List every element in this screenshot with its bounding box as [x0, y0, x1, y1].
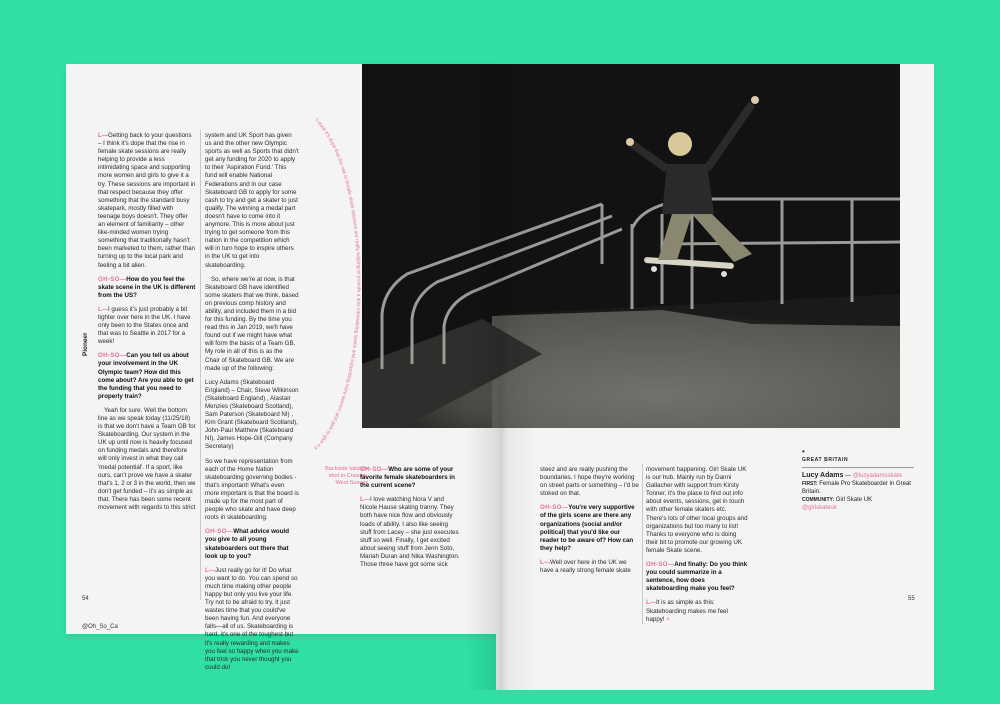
paragraph: Lucy Adams (Skateboard England) – Chair, Steve Wilkinson (Skateboard England) , Alastair Menzies (Skateboard Scotland), Sam Paterson (Skateboard NI) , Kim Grant (Skateboard Scotland), John-Paul Matthew (Skateboard NI), James Hope-Gill (Company Secretary): [205, 378, 299, 451]
profile-dot: •: [802, 447, 805, 456]
profile-box: [802, 448, 914, 512]
right-column-1: [360, 466, 460, 575]
section-label: Pioneer: [82, 332, 89, 356]
answer: Yeah for sure. Well the bottom line as we speak today (11/25/18) is that we don't have a Team GB for Skateboarding. Our system in the UK up until now is heavily focused on funding medals and therefore will only invest in what they call 'medal potential'. If a sport, like ours, can't prove we have a skater that's 1, 2 or 3 in the world, then we don't get funded – it's as simple as that. There has been some recent movement with regards to this strict: [98, 406, 196, 512]
answer: L—Just really go for it! Do what you want to do. You can spend so much time making other people happy but only you live your life. Try not to be afraid to try. It just wastes time that you could've been having fun. And everyone falls—all of us. Skateboarding is hard, it's one of the toughest but it's really rewarding and makes you feel so happy when you make that trick you never thought you could do!: [205, 566, 299, 671]
profile-community-handle: @girlskateuk: [802, 505, 837, 511]
question: OH-SO—Can you tell us about your involvement in the UK Olympic team? How did this come about? Are you able to get the funding that you need to properly train?: [98, 352, 194, 400]
profile-name: Lucy Adams: [802, 472, 844, 479]
question: OH-SO—You're very supportive of the girls scene are there any organizations (social and/or political) that you'd like our reader to be aware of? How can they help?: [540, 504, 635, 552]
end-mark: ×: [666, 615, 670, 623]
right-column-3: [646, 466, 748, 630]
page-number: 55: [908, 596, 915, 602]
profile-first: FIRST: Female Pro Skateboarder in Great Britain.: [802, 481, 911, 495]
answer: L—I guess it's just probably a bit tighter over here in the UK. I have only been to the States once and that was to Seattle in 2017 for a week!: [98, 305, 191, 346]
profile-country: GREAT BRITAIN: [802, 456, 914, 468]
paragraph: steez and are really pushing the boundaries. I hope they're working on street parts or something – I'd be stoked on that.: [540, 466, 639, 498]
left-column-2: [205, 132, 299, 678]
column-rule: [642, 464, 643, 624]
paragraph: L—Getting back to your questions – I think it's dope that the rise in female skate sessions are really helping to provide a less intimidating space and supporting more women and girls to give it a try. These sessions are important in that respect because they offer something that the standard busy skatepark, mostly filled with teenage boys doesn't. They offer an element of familiarity – other like-minded women trying something that traditionally hasn't been marketed to them, rather than turning up to the local park and feeling a bit alien.: [98, 132, 196, 269]
answer: L—I love watching Nora V and Nicole Hause skating tranny. They both have nice flow and obviously loads of ability. I also like seeing stuff from Lacey – she just executes stuff so well. Finally, I get excited about seeing stuff from Jenn Soto, Mariah Duran and Nika Washington. Those three have got some sick: [360, 496, 460, 569]
paragraph: So we have representation from each of the Home Nation skateboarding governing bodies - that's important! What's even more important is that the board is made up for the most part of people who skate and have deep roots in skateboarding.: [205, 457, 299, 522]
answer: L—Well over here in the UK we have a really strong female skate: [540, 558, 631, 575]
right-column-2: [540, 466, 640, 581]
column-rule: [200, 130, 201, 600]
question: OH-SO—Who are some of your favorite female skateboarders in the current scene?: [360, 466, 455, 490]
profile-handle: @lucyadamsskate: [852, 473, 902, 479]
question: OH-SO—And finally: Do you think you could summarize in a sentence, how does skateboarding make you feel?: [646, 561, 748, 593]
paragraph: movement happening. Girl Skate UK is our hub. Mainly run by Danni Gallacher with support from Kirsty Tonner, it's the place to find out info about events, sessions, get in touch with other female skaters etc. There's lots of other local groups and organizations but too many to list! Thanks to everyone who is doing their bit to promote our growing UK female Skate scene.: [646, 466, 748, 554]
svg-text:"I think it's dope that the ri: [302, 114, 362, 451]
paragraph: system and UK Sport has given us and the other new Olympic sports as well as Sports that didn't get any funding for 2020 to apply to their 'Aspiration Fund.' This fund will enable National Federations and in our case Skateboard GB to apply for some cash to try and get a skater to just qualify. The winning a medal part doesn't have to come into it anymore. This is more about just trying to get someone from this nation in the competition which will in turn hope to inspire others in the UK to get into skateboarding.: [205, 132, 299, 269]
footer-handle: @Oh_So_Ca: [82, 624, 118, 630]
profile-name-line: Lucy Adams — @lucyadamsskate: [802, 472, 902, 479]
skate-photo: [362, 64, 900, 428]
answer: L—It is as simple as this: Skateboarding makes me feel happy! ×: [646, 599, 728, 623]
question: OH-SO—What advice would you give to all young skateboarders out there that look up to you?: [205, 528, 289, 560]
question: OH-SO—How do you feel the skate scene in the UK is different from the US?: [98, 275, 196, 299]
magazine-spread: [66, 64, 934, 690]
pull-quote-text: "I think it's dope that the rise in female skate sessions are really helping to provide a less intimidating space and supporting more women and girls to give it a: [312, 117, 362, 451]
paragraph: So, where we're at now, is that Skateboard GB have identified some skaters that we think, based on previous comp history and ability, and included them in a bid for this funding. By the time you read this in Jan 2019, we'll have found out if we might have what will form the basis of a Team GB. My role in all of this is as the Chair of Skateboard GB. We are made up of the following:: [205, 275, 299, 372]
page-number: 54: [82, 596, 89, 602]
skate-photo-scene: [362, 64, 900, 428]
profile-community: COMMUNITY: Girl Skate UK: [802, 497, 873, 503]
photo-caption: Backside tailslide shot in Crawley, West Sussex: [325, 466, 368, 486]
left-column-1: [98, 132, 196, 518]
